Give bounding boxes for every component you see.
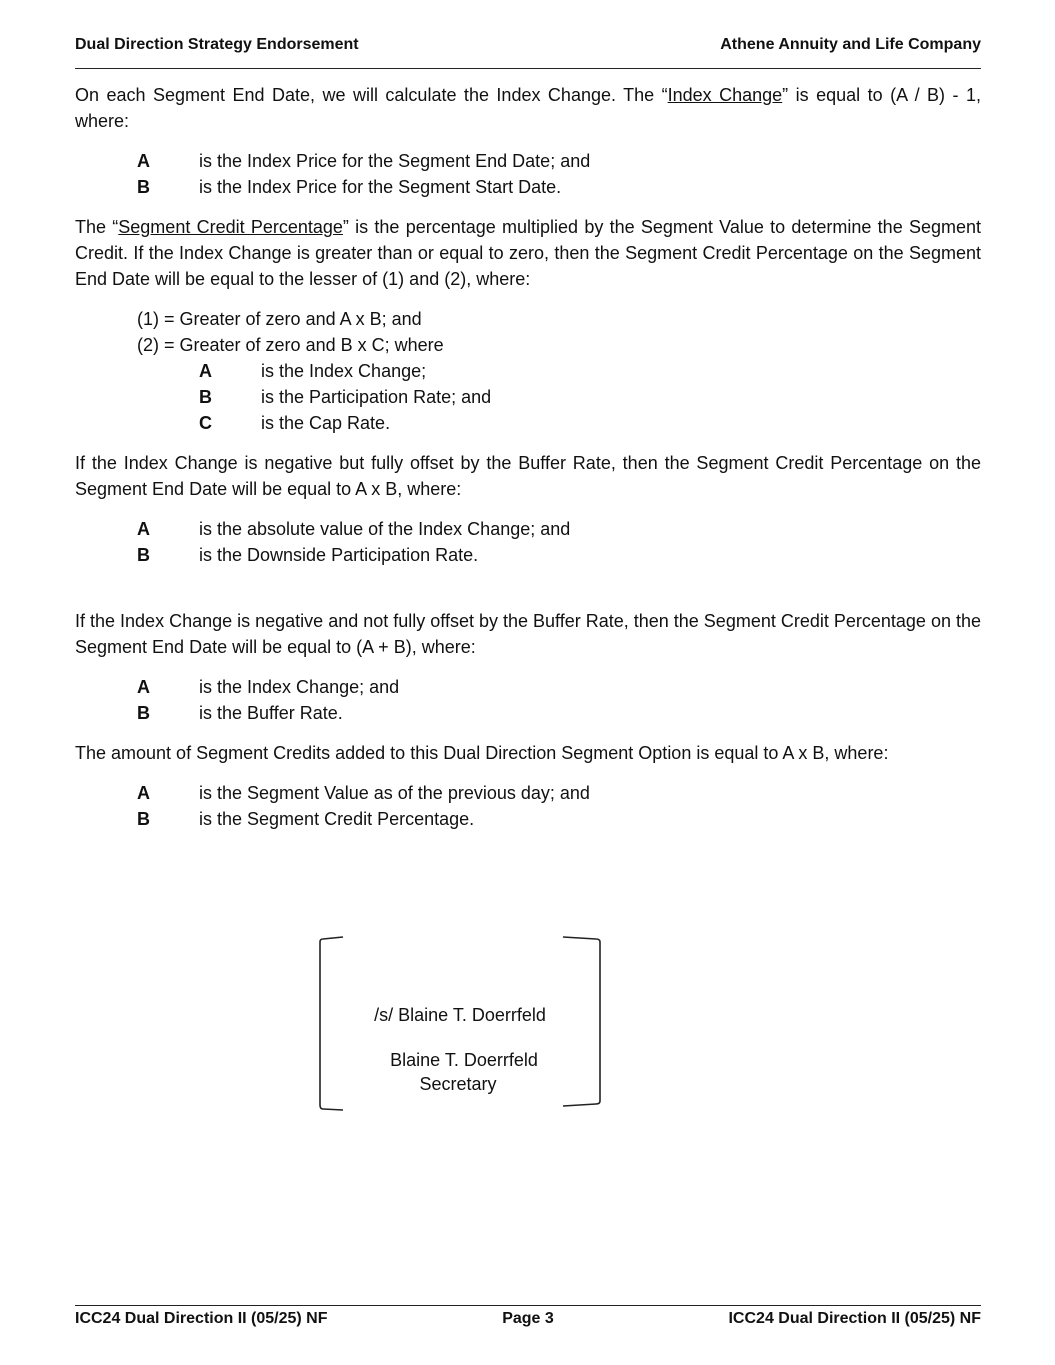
formula-item: (2) = Greater of zero and B x C; where — [137, 335, 444, 355]
definition-text: is the Index Change; — [261, 361, 427, 381]
definition-text: is the absolute value of the Index Change; and — [199, 519, 571, 539]
index-change-term: Index Change — [667, 85, 783, 105]
definition-text: is the Downside Participation Rate. — [199, 545, 479, 565]
segment-credit-percentage-paragraph: The “Segment Credit Percentage” is the percentage multiplied by the Segment Value to determine the Segment Credit. If the Index Change is greater than or equal to zero, then the Segment Credit Percentage on the Segment End Date will be equal to the lesser of (1) and (2), where: — [75, 217, 982, 289]
definition-term: C — [199, 413, 212, 433]
definition-row — [75, 542, 981, 568]
negative-offset-definitions — [75, 516, 981, 568]
definition-row — [75, 806, 981, 832]
header-company-name: Athene Annuity and Life Company — [720, 36, 981, 53]
definition-term: A — [137, 677, 150, 697]
definition-row — [75, 516, 981, 542]
page-header — [75, 36, 981, 69]
definition-term: A — [137, 151, 150, 171]
index-change-definitions — [75, 148, 981, 200]
definition-text: is the Segment Value as of the previous day; and — [199, 783, 590, 803]
definition-term: B — [137, 809, 150, 829]
definition-row — [75, 780, 981, 806]
header-document-title: Dual Direction Strategy Endorsement — [75, 36, 359, 53]
definition-term: A — [199, 361, 212, 381]
negative-offset-paragraph: If the Index Change is negative but fully offset by the Buffer Rate, then the Segment Credit Percentage on the Segment End Date will be equal to A x B, where: — [75, 453, 981, 499]
definition-row — [75, 384, 981, 410]
segment-credits-amount-paragraph: The amount of Segment Credits added to this Dual Direction Segment Option is equal to A x B, where: — [75, 743, 889, 763]
segment-credit-percentage-term: Segment Credit Percentage — [118, 217, 343, 237]
definition-term: B — [137, 545, 150, 565]
definition-text: is the Index Price for the Segment End Date; and — [199, 151, 591, 171]
segment-credits-definitions — [75, 780, 981, 832]
definition-term: A — [137, 783, 150, 803]
definition-row — [75, 410, 981, 436]
definition-text: is the Index Change; and — [199, 677, 400, 697]
definition-row — [75, 148, 981, 174]
signature-conformed: /s/ Blaine T. Doerrfeld — [374, 1005, 546, 1025]
signatory-title: Secretary — [419, 1074, 497, 1094]
page-footer — [75, 1305, 981, 1334]
page-number: Page 3 — [502, 1310, 554, 1327]
negative-not-offset-definitions — [75, 674, 981, 726]
index-change-paragraph: On each Segment End Date, we will calculate the Index Change. The “Index Change” is equal to (A / B) - 1, where: — [75, 85, 981, 131]
definition-text: is the Cap Rate. — [261, 413, 391, 433]
lesser-of-definitions — [75, 306, 981, 436]
definition-term: A — [137, 519, 150, 539]
definition-text: is the Index Price for the Segment Start Date. — [199, 177, 562, 197]
spacer — [75, 582, 981, 608]
definition-row — [75, 174, 981, 200]
signature-block — [319, 936, 601, 1111]
definition-row — [75, 674, 981, 700]
definition-text: is the Participation Rate; and — [261, 387, 492, 407]
definition-text: is the Segment Credit Percentage. — [199, 809, 475, 829]
definition-term: B — [199, 387, 212, 407]
document-body — [75, 82, 981, 846]
definition-term: B — [137, 703, 150, 723]
footer-form-number-right: ICC24 Dual Direction II (05/25) NF — [728, 1310, 981, 1327]
definition-row — [75, 358, 981, 384]
footer-form-number-left: ICC24 Dual Direction II (05/25) NF — [75, 1310, 328, 1327]
signatory-name: Blaine T. Doerrfeld — [390, 1050, 538, 1070]
definition-term: B — [137, 177, 150, 197]
formula-item: (1) = Greater of zero and A x B; and — [137, 309, 422, 329]
definition-row — [75, 700, 981, 726]
definition-text: is the Buffer Rate. — [199, 703, 343, 723]
negative-not-offset-paragraph: If the Index Change is negative and not fully offset by the Buffer Rate, then the Segment Credit Percentage on the Segment End Date will be equal to (A + B), where: — [75, 611, 981, 657]
